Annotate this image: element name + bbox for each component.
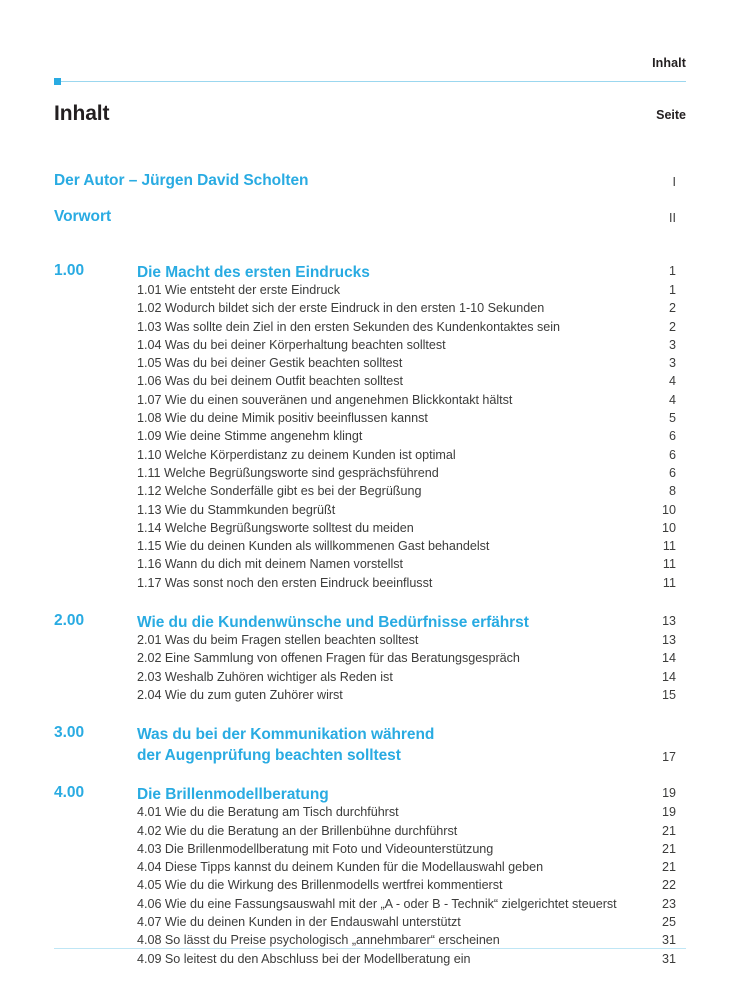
page-title: Inhalt [54,102,110,125]
toc-chapter-title [137,724,626,766]
toc-entry-page-number: 1 [668,283,676,297]
toc-chapter-number: 4.00 [54,784,85,802]
toc-chapter-page-number: 1 [669,264,676,278]
footer-rule [54,948,686,949]
toc-entry-row[interactable] [54,429,686,447]
toc-entry-page-number: 6 [668,465,676,480]
toc-chapter-page-number: 19 [662,786,676,801]
toc-entry-title: 1.09 Wie deine Stimme angenehm klingt [137,429,363,444]
toc-entry-title: 1.15 Wie du deinen Kunden als willkommenen Gast behandelst [137,539,490,554]
toc-entry-page-number: 21 [661,841,676,856]
toc-entry-page-number: 31 [661,951,676,966]
toc-entry-title: 4.09 So leitest du den Abschluss bei der Modellberatung ein [137,951,471,966]
toc-chapter-title [137,784,626,805]
running-head: Inhalt [652,56,686,70]
toc-entry-row[interactable] [54,484,686,502]
toc-entry-row[interactable] [54,374,686,392]
toc-entry-page-number: 21 [661,823,676,838]
toc-chapter-number: 1.00 [54,262,85,279]
toc-entry-page-number: 14 [661,669,676,684]
toc-entry-page-number: 11 [662,575,676,590]
toc-entry-page-number: 5 [668,411,676,426]
toc-entry-row[interactable] [54,503,686,521]
toc-entry-title: 4.07 Wie du deinen Kunden in der Endauswahl unterstützt [137,915,461,930]
toc-entry-page-number: 23 [661,896,676,911]
toc-entry-row[interactable] [54,824,686,842]
toc-entry-title: 1.06 Was du bei deinem Outfit beachten solltest [137,374,404,389]
toc-entry-title: 1.16 Wann du dich mit deinem Namen vorstellst [137,557,404,572]
toc-entry-page-number: 11 [662,539,676,554]
toc-entry-title: 4.05 Wie du die Wirkung des Brillenmodells wertfrei kommentierst [137,878,503,893]
toc-chapter-row[interactable] [54,784,686,805]
toc-entry-page-number: 21 [661,860,676,875]
toc-entry-page-number: 3 [668,356,676,371]
toc-entry-page-number: 4 [668,374,676,389]
toc-chapter-title-line: Die Brillenmodellberatung [137,786,329,804]
toc-entry-title: 1.04 Was du bei deiner Körperhaltung beachten solltest [137,337,446,352]
toc-entry-title: 2.02 Eine Sammlung von offenen Fragen für das Beratungsgespräch [137,651,520,666]
toc-entry-page-number: 15 [661,687,676,702]
toc-entry-row[interactable] [54,338,686,356]
toc-front-matter-page-number: I [672,175,676,189]
toc-entry-page-number: 6 [668,447,676,462]
toc-entry-row[interactable] [54,952,686,970]
toc-entry-page-number: 4 [668,392,676,407]
toc-chapter-row[interactable] [54,262,686,283]
toc-entry-title: 4.08 So lässt du Preise psychologisch „annehmbarer“ erscheinen [137,933,500,948]
toc-entry-title: 1.13 Wie du Stammkunden begrüßt [137,502,336,517]
toc-entry-title: 1.08 Wie du deine Mimik positiv beeinflussen kannst [137,411,428,426]
toc-chapter-row[interactable] [54,612,686,633]
toc-entry-row[interactable] [54,448,686,466]
toc-entry-row[interactable] [54,805,686,823]
toc-entry-row[interactable] [54,670,686,688]
header-rule-marker-square [54,78,61,85]
toc-entry-row[interactable] [54,356,686,374]
toc-entry-title: 4.06 Wie du eine Fassungsauswahl mit der „A - oder B - Technik“ zielgerichtet steuerst [137,896,617,911]
toc-list [54,172,686,970]
toc-front-matter-title: Vorwort [54,208,112,225]
toc-entry-title: 1.05 Was du bei deiner Gestik beachten solltest [137,356,403,371]
toc-entry-row[interactable] [54,466,686,484]
toc-entry-title: 4.01 Wie du die Beratung am Tisch durchführst [137,805,399,820]
toc-chapter-title-line: der Augenprüfung beachten solltest [137,747,401,765]
toc-entry-title: 1.14 Welche Begrüßungsworte solltest du meiden [137,520,414,535]
toc-chapter-title-line: Was du bei der Kommunikation während [137,726,435,744]
toc-entry-row[interactable] [54,842,686,860]
toc-entry-page-number: 19 [661,805,676,820]
toc-entry-page-number: 25 [661,915,676,930]
toc-chapter-title-line: Die Macht des ersten Eindrucks [137,264,370,281]
toc-entry-title: 1.17 Was sonst noch den ersten Eindruck beeinflusst [137,575,433,590]
toc-front-matter-page-number: II [669,211,676,225]
toc-entry-title: 2.01 Was du beim Fragen stellen beachten solltest [137,633,419,648]
toc-entry-title: 1.03 Was sollte dein Ziel in den ersten Sekunden des Kundenkontaktes sein [137,319,561,334]
toc-entry-row[interactable] [54,320,686,338]
toc-entry-page-number: 3 [668,337,676,352]
toc-entry-row[interactable] [54,633,686,651]
toc-entry-title: 1.10 Welche Körperdistanz zu deinem Kunden ist optimal [137,447,456,462]
toc-entry-title: 1.01 Wie entsteht der erste Eindruck [137,283,340,297]
toc-entry-row[interactable] [54,651,686,669]
toc-entry-title: 2.03 Weshalb Zuhören wichtiger als Reden ist [137,669,393,684]
toc-entry-row[interactable] [54,878,686,896]
toc-chapter-page-number: 17 [662,750,676,765]
toc-entry-page-number: 6 [668,429,676,444]
toc-chapter-number: 3.00 [54,724,85,742]
page-column-header: Seite [656,108,686,122]
toc-chapter-title-line: Wie du die Kundenwünsche und Bedürfnisse erfährst [137,614,529,632]
toc-entry-row[interactable] [54,688,686,706]
header-rule [54,81,686,82]
toc-entry-page-number: 2 [668,301,676,316]
toc-entry-page-number: 11 [662,557,676,572]
toc-entry-page-number: 31 [661,933,676,948]
toc-entry-page-number: 10 [661,502,676,517]
toc-entry-row[interactable] [54,283,686,301]
toc-entry-row[interactable] [54,576,686,594]
page-title-row [54,102,686,128]
toc-entry-title: 1.07 Wie du einen souveränen und angenehmen Blickkontakt hältst [137,392,513,407]
toc-entry-page-number: 22 [661,878,676,893]
toc-chapter-title [137,262,626,283]
toc-entry-row[interactable] [54,897,686,915]
toc-entry-page-number: 2 [668,319,676,334]
toc-entry-row[interactable] [54,411,686,429]
toc-entry-row[interactable] [54,557,686,575]
toc-front-matter-row[interactable] [54,172,686,208]
toc-entry-row[interactable] [54,393,686,411]
toc-entry-page-number: 14 [661,651,676,666]
toc-chapter-number: 2.00 [54,612,85,630]
toc-entry-page-number: 8 [668,484,676,499]
toc-front-matter-title: Der Autor – Jürgen David Scholten [54,172,309,189]
toc-entry-title: 4.04 Diese Tipps kannst du deinem Kunden für die Modellauswahl geben [137,860,544,875]
toc-entry-page-number: 10 [661,520,676,535]
toc-entry-title: 1.12 Welche Sonderfälle gibt es bei der Begrüßung [137,484,422,499]
toc-entry-row[interactable] [54,539,686,557]
toc-entry-title: 4.03 Die Brillenmodellberatung mit Foto und Videounterstützung [137,841,494,856]
toc-chapter-row[interactable] [54,724,686,766]
toc-entry-title: 1.02 Wodurch bildet sich der erste Eindruck in den ersten 1-10 Sekunden [137,301,545,316]
toc-entry-row[interactable] [54,301,686,319]
toc-chapter-page-number: 13 [662,614,676,629]
toc-entry-title: 4.02 Wie du die Beratung an der Brillenbühne durchführst [137,823,458,838]
toc-chapter-title [137,612,626,633]
toc-entry-page-number: 13 [661,633,676,648]
toc-entry-row[interactable] [54,915,686,933]
toc-entry-title: 1.11 Welche Begrüßungsworte sind gesprächsführend [137,465,439,480]
toc-entry-row[interactable] [54,521,686,539]
toc-front-matter-row[interactable] [54,208,686,244]
toc-entry-row[interactable] [54,860,686,878]
toc-entry-title: 2.04 Wie du zum guten Zuhörer wirst [137,687,343,702]
